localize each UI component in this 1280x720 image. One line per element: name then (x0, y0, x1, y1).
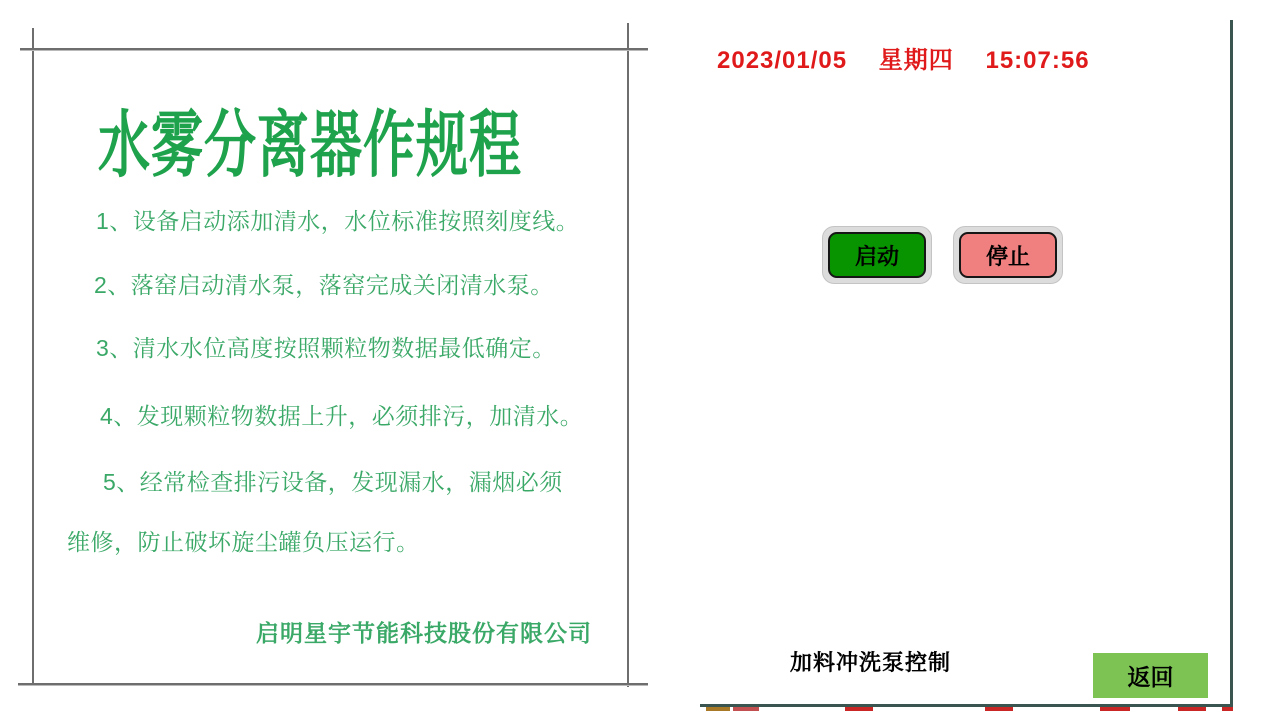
poster-rule-5-continued: 维修，防止破坏旋尘罐负压运行。 (67, 529, 420, 555)
return-button[interactable]: 返回 (1093, 653, 1208, 698)
panel-border-right (1230, 20, 1233, 707)
poster-frame-top (20, 48, 648, 50)
poster-rule-1: 1、设备启动添加清水，水位标准按照刻度线。 (96, 208, 580, 234)
weekday-text: 星期四 (878, 47, 954, 74)
start-button[interactable]: 启动 (828, 232, 926, 278)
stop-button[interactable]: 停止 (959, 232, 1057, 278)
start-button-bezel (822, 226, 932, 284)
panel-border-bottom (700, 704, 1233, 707)
datetime-display (717, 40, 1090, 75)
page-title: 加料冲洗泵控制 (790, 650, 952, 675)
date-text: 2023/01/05 (717, 47, 848, 74)
stop-button-bezel (953, 226, 1063, 284)
poster-rule-3: 3、清水水位高度按照颗粒物数据最低确定。 (96, 335, 556, 361)
time-text: 15:07:56 (985, 47, 1090, 74)
poster-title: 水雾分离器作规程 (98, 105, 523, 187)
poster-frame-left (32, 28, 34, 685)
poster-frame-bottom (18, 683, 648, 685)
poster-rule-5: 5、经常检查排污设备，发现漏水，漏烟必须 (103, 469, 563, 495)
poster-rule-4: 4、发现颗粒物数据上升，必须排污，加清水。 (100, 403, 584, 429)
poster-rule-2: 2、落窑启动清水泵，落窑完成关闭清水泵。 (94, 272, 554, 298)
poster-frame-right (627, 23, 629, 687)
poster-company-name: 启明星宇节能科技股份有限公司 (256, 620, 592, 646)
